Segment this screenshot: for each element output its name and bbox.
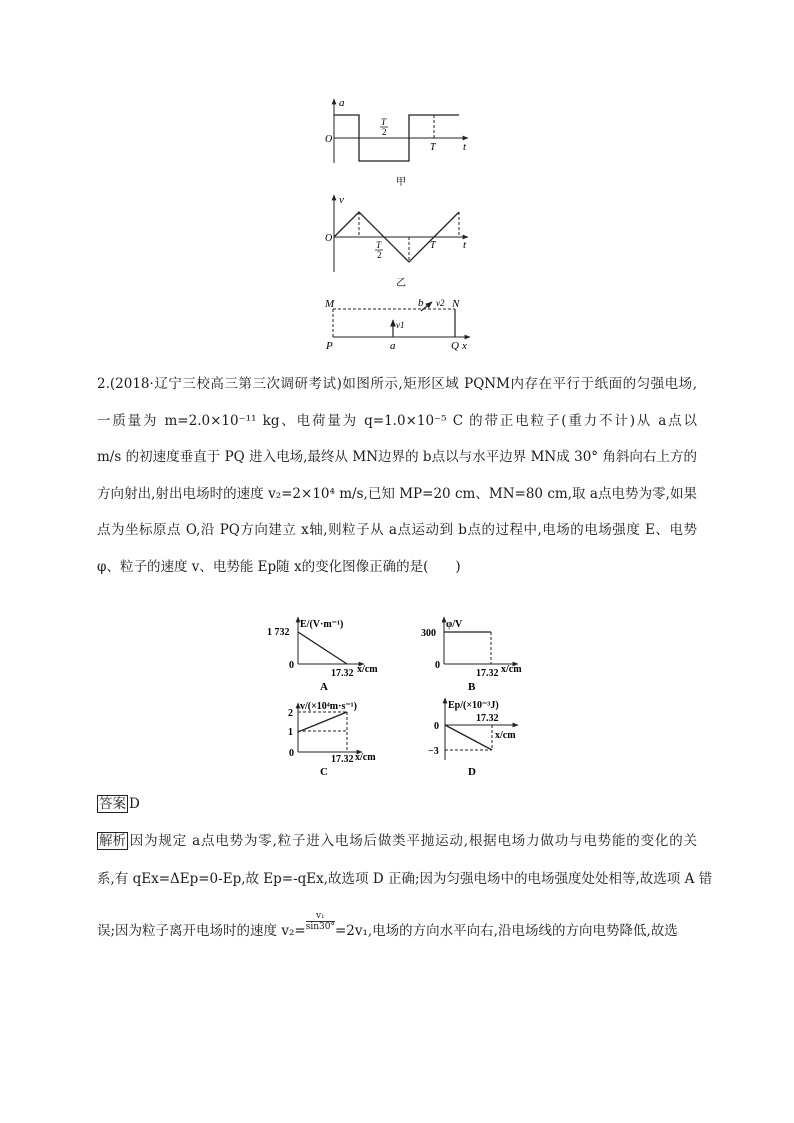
fraction-denominator: sin30° bbox=[305, 922, 335, 932]
b-y-tick: 300 bbox=[421, 628, 436, 639]
label-b: b bbox=[418, 297, 424, 309]
a-x-label: x/cm bbox=[357, 664, 378, 675]
c-x-tick: 17.32 bbox=[331, 754, 354, 765]
yi-caption: 乙 bbox=[396, 278, 406, 289]
d-data-line bbox=[445, 725, 492, 750]
b-y-label: φ/V bbox=[446, 619, 463, 630]
c-x-label: x/cm bbox=[355, 752, 376, 763]
question-line: m/s 的初速度垂直于 PQ 进入电场,最终从 MN边界的 b点以与水平边界 MN成 30° 角斜向右上方的 bbox=[97, 449, 697, 465]
question-line: 一质量为 m=2.0×10⁻¹¹ kg、电荷量为 q=1.0×10⁻⁵ C 的带正电粒子(重力不计)从 a点以 bbox=[97, 412, 697, 429]
option-a-graph bbox=[267, 617, 378, 693]
analysis-tag: 解析 bbox=[99, 833, 126, 849]
b-origin: 0 bbox=[435, 660, 440, 671]
a-y-label: E/(V·m⁻¹) bbox=[300, 619, 344, 630]
d-caption: D bbox=[468, 766, 476, 778]
analysis-text-3-pre: 误;因为粒子离开电场时的速度 v₂= bbox=[97, 923, 306, 939]
label-x: x bbox=[462, 340, 467, 352]
jia-tick-half-num: T bbox=[381, 117, 387, 127]
c-y-tick-2: 2 bbox=[288, 708, 293, 719]
analysis-line-2: 系,有 qEx=ΔEp=0-Ep,故 Ep=-qEx,故选项 D 正确;因为匀强电场中的电场强度处处相等,故选项 A 错 bbox=[97, 871, 713, 887]
label-Q: Q bbox=[451, 340, 459, 352]
a-origin: 0 bbox=[289, 660, 294, 671]
yi-tick-half-num: T bbox=[376, 240, 382, 250]
jia-tick-full: T bbox=[430, 142, 436, 153]
answer-block bbox=[97, 786, 697, 823]
a-caption: A bbox=[320, 681, 328, 693]
answer-tag: 答案 bbox=[99, 796, 126, 812]
speed-fraction bbox=[306, 911, 335, 932]
d-y-tick: −3 bbox=[428, 746, 439, 757]
jia-y-label: a bbox=[339, 97, 345, 109]
b-x-tick: 17.32 bbox=[476, 668, 499, 679]
question-line: 方向射出,射出电场时的速度 v₂=2×10⁴ m/s,已知 MP=20 cm、MN=80 cm,取 a点电势为零,如果 bbox=[97, 485, 697, 502]
yi-tick-half-den: 2 bbox=[377, 250, 382, 260]
option-d-graph bbox=[428, 698, 518, 778]
label-P: P bbox=[326, 340, 333, 352]
yi-origin: O bbox=[325, 233, 333, 244]
option-b-graph bbox=[421, 617, 522, 693]
answer-line bbox=[97, 786, 697, 823]
c-y-label: v/(×10⁴m·s⁻¹) bbox=[300, 701, 357, 712]
b-caption: B bbox=[468, 681, 476, 693]
d-y-label: Ep/(×10⁻³J) bbox=[448, 700, 499, 711]
question-line: 2.(2018·辽宁三校高三第三次调研考试)如图所示,矩形区域 PQNM内存在平行于纸面的匀强电场, bbox=[97, 376, 697, 392]
d-origin: 0 bbox=[434, 721, 439, 732]
c-caption: C bbox=[320, 766, 328, 778]
jia-caption: 甲 bbox=[396, 177, 406, 188]
label-M: M bbox=[325, 298, 335, 310]
label-N: N bbox=[452, 298, 460, 310]
question-line: φ、粒子的速度 v、电势能 Ep随 x的变化图像正确的是( ) bbox=[97, 558, 461, 575]
jia-tick-half-den: 2 bbox=[382, 127, 387, 137]
analysis-line-3 bbox=[97, 912, 697, 950]
analysis-line-1 bbox=[97, 822, 697, 860]
a-y-tick: 1 732 bbox=[267, 627, 290, 638]
c-data-line bbox=[298, 712, 347, 732]
d-x-label: x/cm bbox=[495, 730, 516, 741]
a-data-line bbox=[298, 632, 347, 664]
b-x-label: x/cm bbox=[501, 664, 522, 675]
answer-value: D bbox=[129, 796, 140, 812]
yi-tick-full: T bbox=[430, 240, 436, 251]
c-y-tick-1: 1 bbox=[288, 727, 293, 738]
label-v1: v1 bbox=[396, 320, 405, 330]
c-origin: 0 bbox=[289, 748, 294, 759]
analysis-block bbox=[97, 822, 713, 950]
option-c-graph bbox=[288, 701, 376, 778]
yi-y-label: v bbox=[339, 194, 344, 206]
yi-x-label: t bbox=[463, 239, 467, 251]
label-a: a bbox=[390, 340, 396, 352]
label-v2: v2 bbox=[436, 298, 445, 308]
question-line: 点为坐标原点 O,沿 PQ方向建立 x轴,则粒子从 a点运动到 b点的过程中,电场的电场强度 E、电势 bbox=[97, 522, 697, 538]
d-x-tick: 17.32 bbox=[476, 713, 499, 724]
analysis-text-1: 因为规定 a点电势为零,粒子进入电场后做类平抛运动,根据电场力做功与电势能的变化的关 bbox=[129, 833, 697, 849]
jia-x-label: t bbox=[463, 141, 467, 153]
a-x-tick: 17.32 bbox=[331, 668, 354, 679]
analysis-text-3-post: =2v₁,电场的方向水平向右,沿电场线的方向电势降低,故选 bbox=[334, 923, 678, 939]
fraction-numerator: v₁ bbox=[306, 911, 335, 922]
jia-origin: O bbox=[325, 134, 333, 145]
